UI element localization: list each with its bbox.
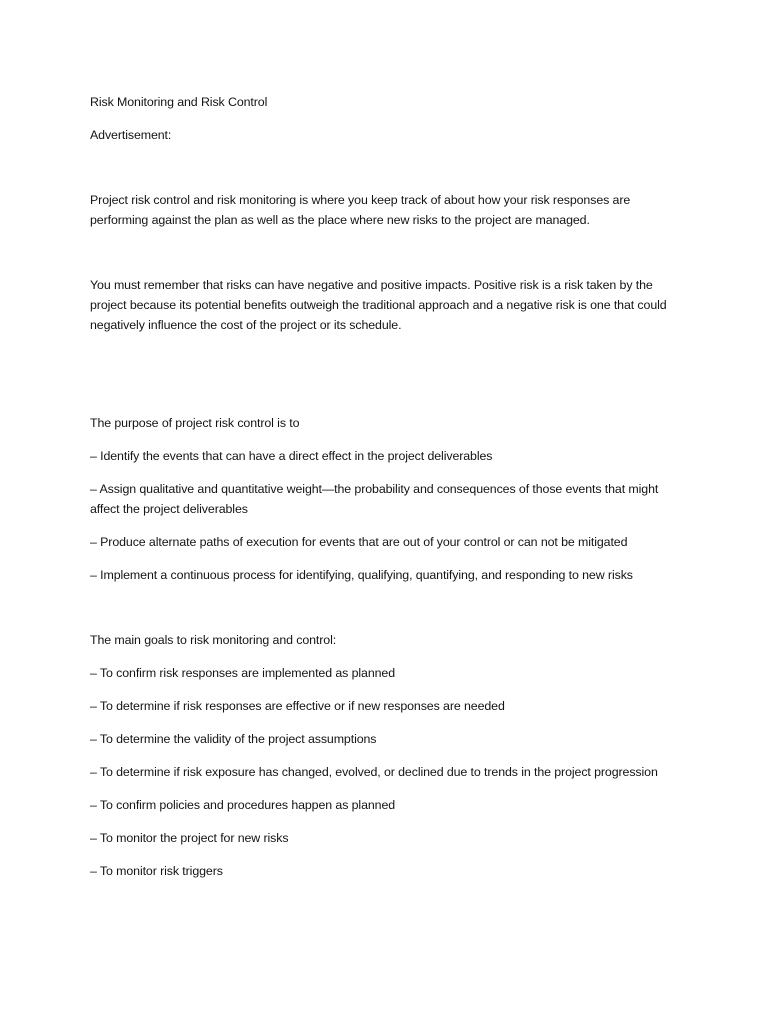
purpose-list-item: – Implement a continuous process for identifying, qualifying, quantifying, and responding to new risks: [90, 568, 633, 582]
paragraph-positive-negative-risk: You must remember that risks can have negative and positive impacts. Positive risk is a risk taken by the project because its potential benefits outweigh the traditional approach and a negative risk is one that could negatively influence the cost of the project or its schedule.: [90, 278, 667, 332]
goals-list-item: – To monitor risk triggers: [90, 864, 223, 878]
goals-list-item: – To monitor the project for new risks: [90, 831, 289, 845]
goals-list-item: – To confirm risk responses are implemented as planned: [90, 666, 395, 680]
paragraph-risk-control-definition: Project risk control and risk monitoring is where you keep track of about how your risk responses are performing against the plan as well as the place where new risks to the project are managed.: [90, 193, 631, 227]
purpose-list-item: – Assign qualitative and quantitative weight—the probability and consequences of those events that might affect the project deliverables: [90, 482, 659, 516]
purpose-intro: The purpose of project risk control is to: [90, 416, 300, 430]
document-title: Risk Monitoring and Risk Control: [90, 95, 268, 109]
goals-list-item: – To confirm policies and procedures happen as planned: [90, 798, 396, 812]
goals-list-item: – To determine if risk responses are effective or if new responses are needed: [90, 699, 505, 713]
goals-intro: The main goals to risk monitoring and control:: [90, 633, 337, 647]
document-body: [90, 92, 690, 894]
goals-list-item: – To determine the validity of the project assumptions: [90, 732, 377, 746]
purpose-list-item: – Identify the events that can have a direct effect in the project deliverables: [90, 449, 493, 463]
purpose-list-item: – Produce alternate paths of execution for events that are out of your control or can not be mitigated: [90, 535, 628, 549]
goals-list-item: – To determine if risk exposure has changed, evolved, or declined due to trends in the project progression: [90, 765, 658, 779]
advertisement-label: Advertisement:: [90, 128, 172, 142]
